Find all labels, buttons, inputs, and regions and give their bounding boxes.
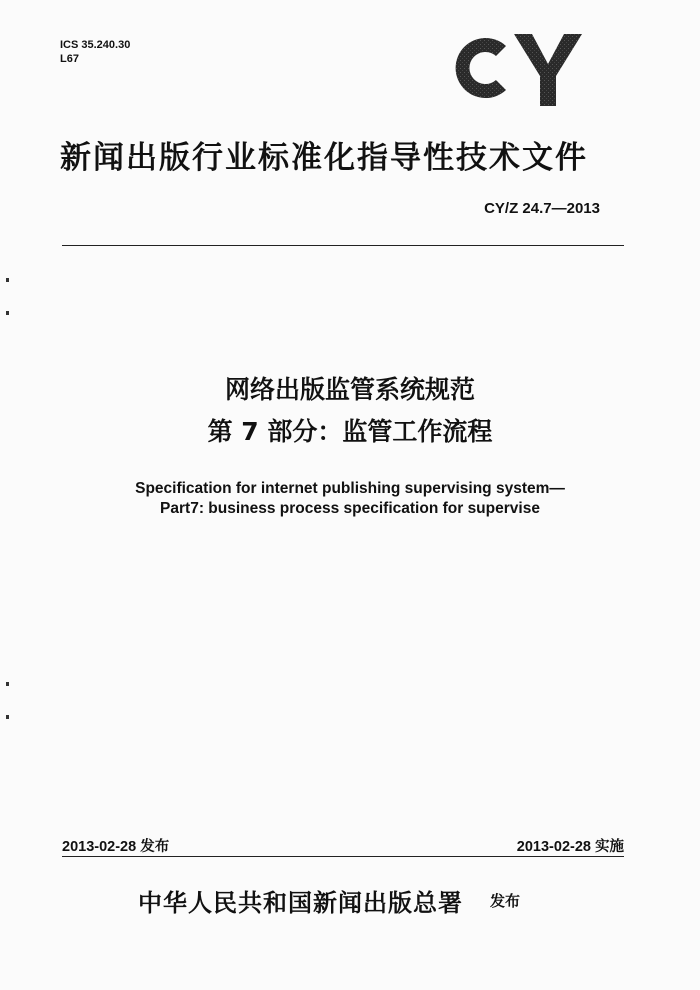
title-cn-line2: 第 7 部分：监管工作流程 <box>207 417 493 446</box>
scan-speck <box>6 311 9 315</box>
cy-logo-icon <box>440 28 585 108</box>
classification-codes <box>60 38 130 66</box>
publisher-name: 中华人民共和国新闻出版总署 <box>138 888 463 917</box>
scan-speck <box>6 715 9 719</box>
title-en-line2: Part7: business process specification for supervise <box>160 500 540 517</box>
scan-speck <box>6 682 9 686</box>
footer-divider <box>62 856 624 857</box>
title-en-line1: Specification for internet publishing supervising system— <box>135 480 565 497</box>
scan-speck <box>6 278 9 282</box>
implement-date: 2013-02-28 实施 <box>516 839 624 855</box>
standard-number: CY/Z 24.7—2013 <box>484 200 600 217</box>
org-title: 新闻出版行业标准化指导性技术文件 <box>60 140 588 176</box>
header-divider <box>62 245 624 246</box>
issue-date: 2013-02-28 发布 <box>62 839 170 855</box>
publish-label: 发布 <box>490 892 521 910</box>
cy-logo <box>440 28 585 108</box>
ics-code: ICS 35.240.30 <box>60 39 131 51</box>
ccs-code: L67 <box>60 53 79 65</box>
title-cn-line1: 网络出版监管系统规范 <box>224 375 475 404</box>
